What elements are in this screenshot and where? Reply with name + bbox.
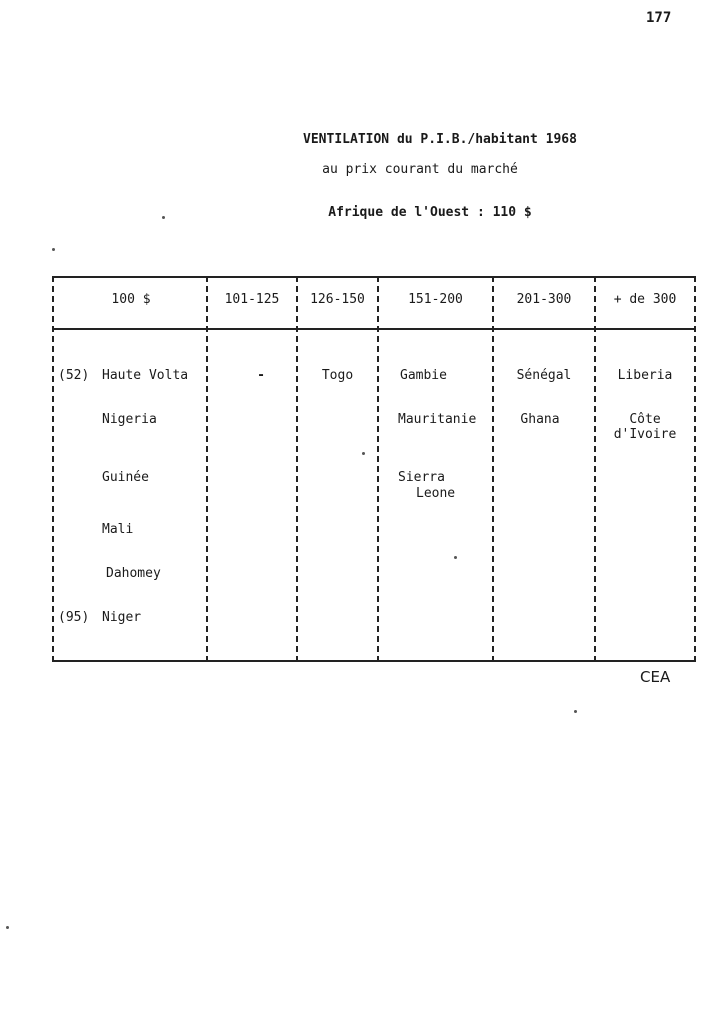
country-cell: Côte: [629, 412, 661, 427]
scan-speck: [52, 248, 55, 251]
scan-speck: [454, 556, 457, 559]
country-cell: Dahomey: [106, 566, 161, 581]
scan-speck: [6, 926, 9, 929]
title-line-2: au prix courant du marché: [322, 162, 518, 177]
header-cell: 151-200: [408, 292, 463, 307]
column-divider: [296, 276, 298, 662]
country-cell: Sénégal: [516, 368, 572, 383]
country-cell: Togo: [321, 368, 354, 383]
table-bottom-rule: [52, 660, 696, 662]
footer-handwritten-mark: CEA: [640, 668, 671, 686]
table-top-rule: [52, 276, 696, 278]
country-cell: d'Ivoire: [613, 427, 677, 442]
header-cell: 100 $: [111, 292, 151, 307]
empty-dash-cell: -: [257, 368, 265, 383]
header-cell: 101-125: [224, 292, 280, 307]
page-number: 177: [646, 10, 672, 26]
title-line-1: VENTILATION du P.I.B./habitant 1968: [303, 132, 577, 147]
table-header-rule: [52, 328, 696, 330]
header-cell: 126-150: [310, 292, 365, 307]
country-cell: Nigeria: [102, 412, 157, 427]
country-cell: Sierra: [398, 470, 445, 485]
country-cell: Mauritanie: [398, 412, 477, 427]
country-cell: Niger: [102, 610, 142, 625]
country-cell: Guinée: [102, 470, 149, 485]
country-cell: Mali: [102, 522, 134, 537]
country-cell: Gambie: [400, 368, 447, 383]
country-prefix: (95): [58, 610, 90, 625]
scan-speck: [574, 710, 577, 713]
gdp-table: [52, 276, 696, 662]
country-cell: Leone: [416, 486, 456, 501]
scan-speck: [362, 452, 365, 455]
header-cell: 201-300: [516, 292, 572, 307]
column-divider: [694, 276, 696, 662]
country-cell: Haute Volta: [102, 368, 189, 383]
column-divider: [206, 276, 208, 662]
country-cell: Ghana: [520, 412, 560, 427]
column-divider: [377, 276, 379, 662]
column-divider: [594, 276, 596, 662]
country-cell: Liberia: [617, 368, 673, 383]
column-divider: [52, 276, 54, 662]
header-cell: + de 300: [613, 292, 677, 307]
title-line-3: Afrique de l'Ouest : 110 $: [328, 205, 532, 220]
country-prefix: (52): [58, 368, 90, 383]
scan-speck: [162, 216, 165, 219]
column-divider: [492, 276, 494, 662]
